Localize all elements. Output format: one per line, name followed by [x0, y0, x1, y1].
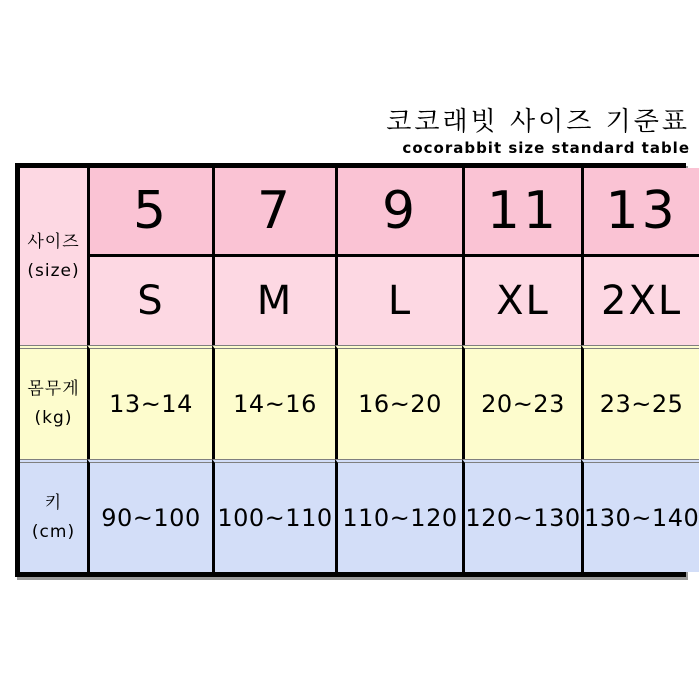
height-range-cell: 110~120 — [335, 459, 462, 572]
weight-range-cell: 16~20 — [335, 345, 462, 459]
size-standard-table — [15, 163, 700, 577]
row-header-size-label: 사이즈 — [27, 231, 80, 252]
size-number-cell: 9 — [335, 168, 462, 254]
row-header-size-unit: (size) — [27, 260, 80, 281]
size-letter-cell: XL — [462, 254, 581, 345]
row-header-weight-label: 몸무게 — [27, 379, 80, 400]
title-block — [386, 108, 690, 156]
height-range-cell: 100~110 — [212, 459, 335, 572]
height-range-cell: 90~100 — [87, 459, 212, 572]
size-letter-cell: L — [335, 254, 462, 345]
height-range-cell: 120~130 — [462, 459, 581, 572]
row-header-height-label: 키 — [44, 492, 63, 513]
size-number-cell: 7 — [212, 168, 335, 254]
page-title: 코코래빗 사이즈 기준표 — [386, 107, 690, 137]
size-letter-cell: S — [87, 254, 212, 345]
row-header-weight-unit: (kg) — [34, 408, 73, 428]
row-header-height — [20, 459, 87, 572]
size-letter-cell: 2XL — [581, 254, 699, 345]
weight-range-cell: 20~23 — [462, 345, 581, 459]
row-header-height-unit: (cm) — [31, 521, 76, 542]
size-number-cell: 13 — [581, 168, 699, 254]
size-letter-cell: M — [212, 254, 335, 345]
row-header-size — [20, 168, 87, 345]
weight-range-cell: 23~25 — [581, 345, 699, 459]
size-number-cell: 11 — [462, 168, 581, 254]
weight-range-cell: 13~14 — [87, 345, 212, 459]
size-number-cell: 5 — [87, 168, 212, 254]
page-subtitle: cocorabbit size standard table — [402, 138, 690, 157]
row-header-weight — [20, 345, 87, 459]
height-range-cell: 130~140 — [581, 459, 699, 572]
weight-range-cell: 14~16 — [212, 345, 335, 459]
